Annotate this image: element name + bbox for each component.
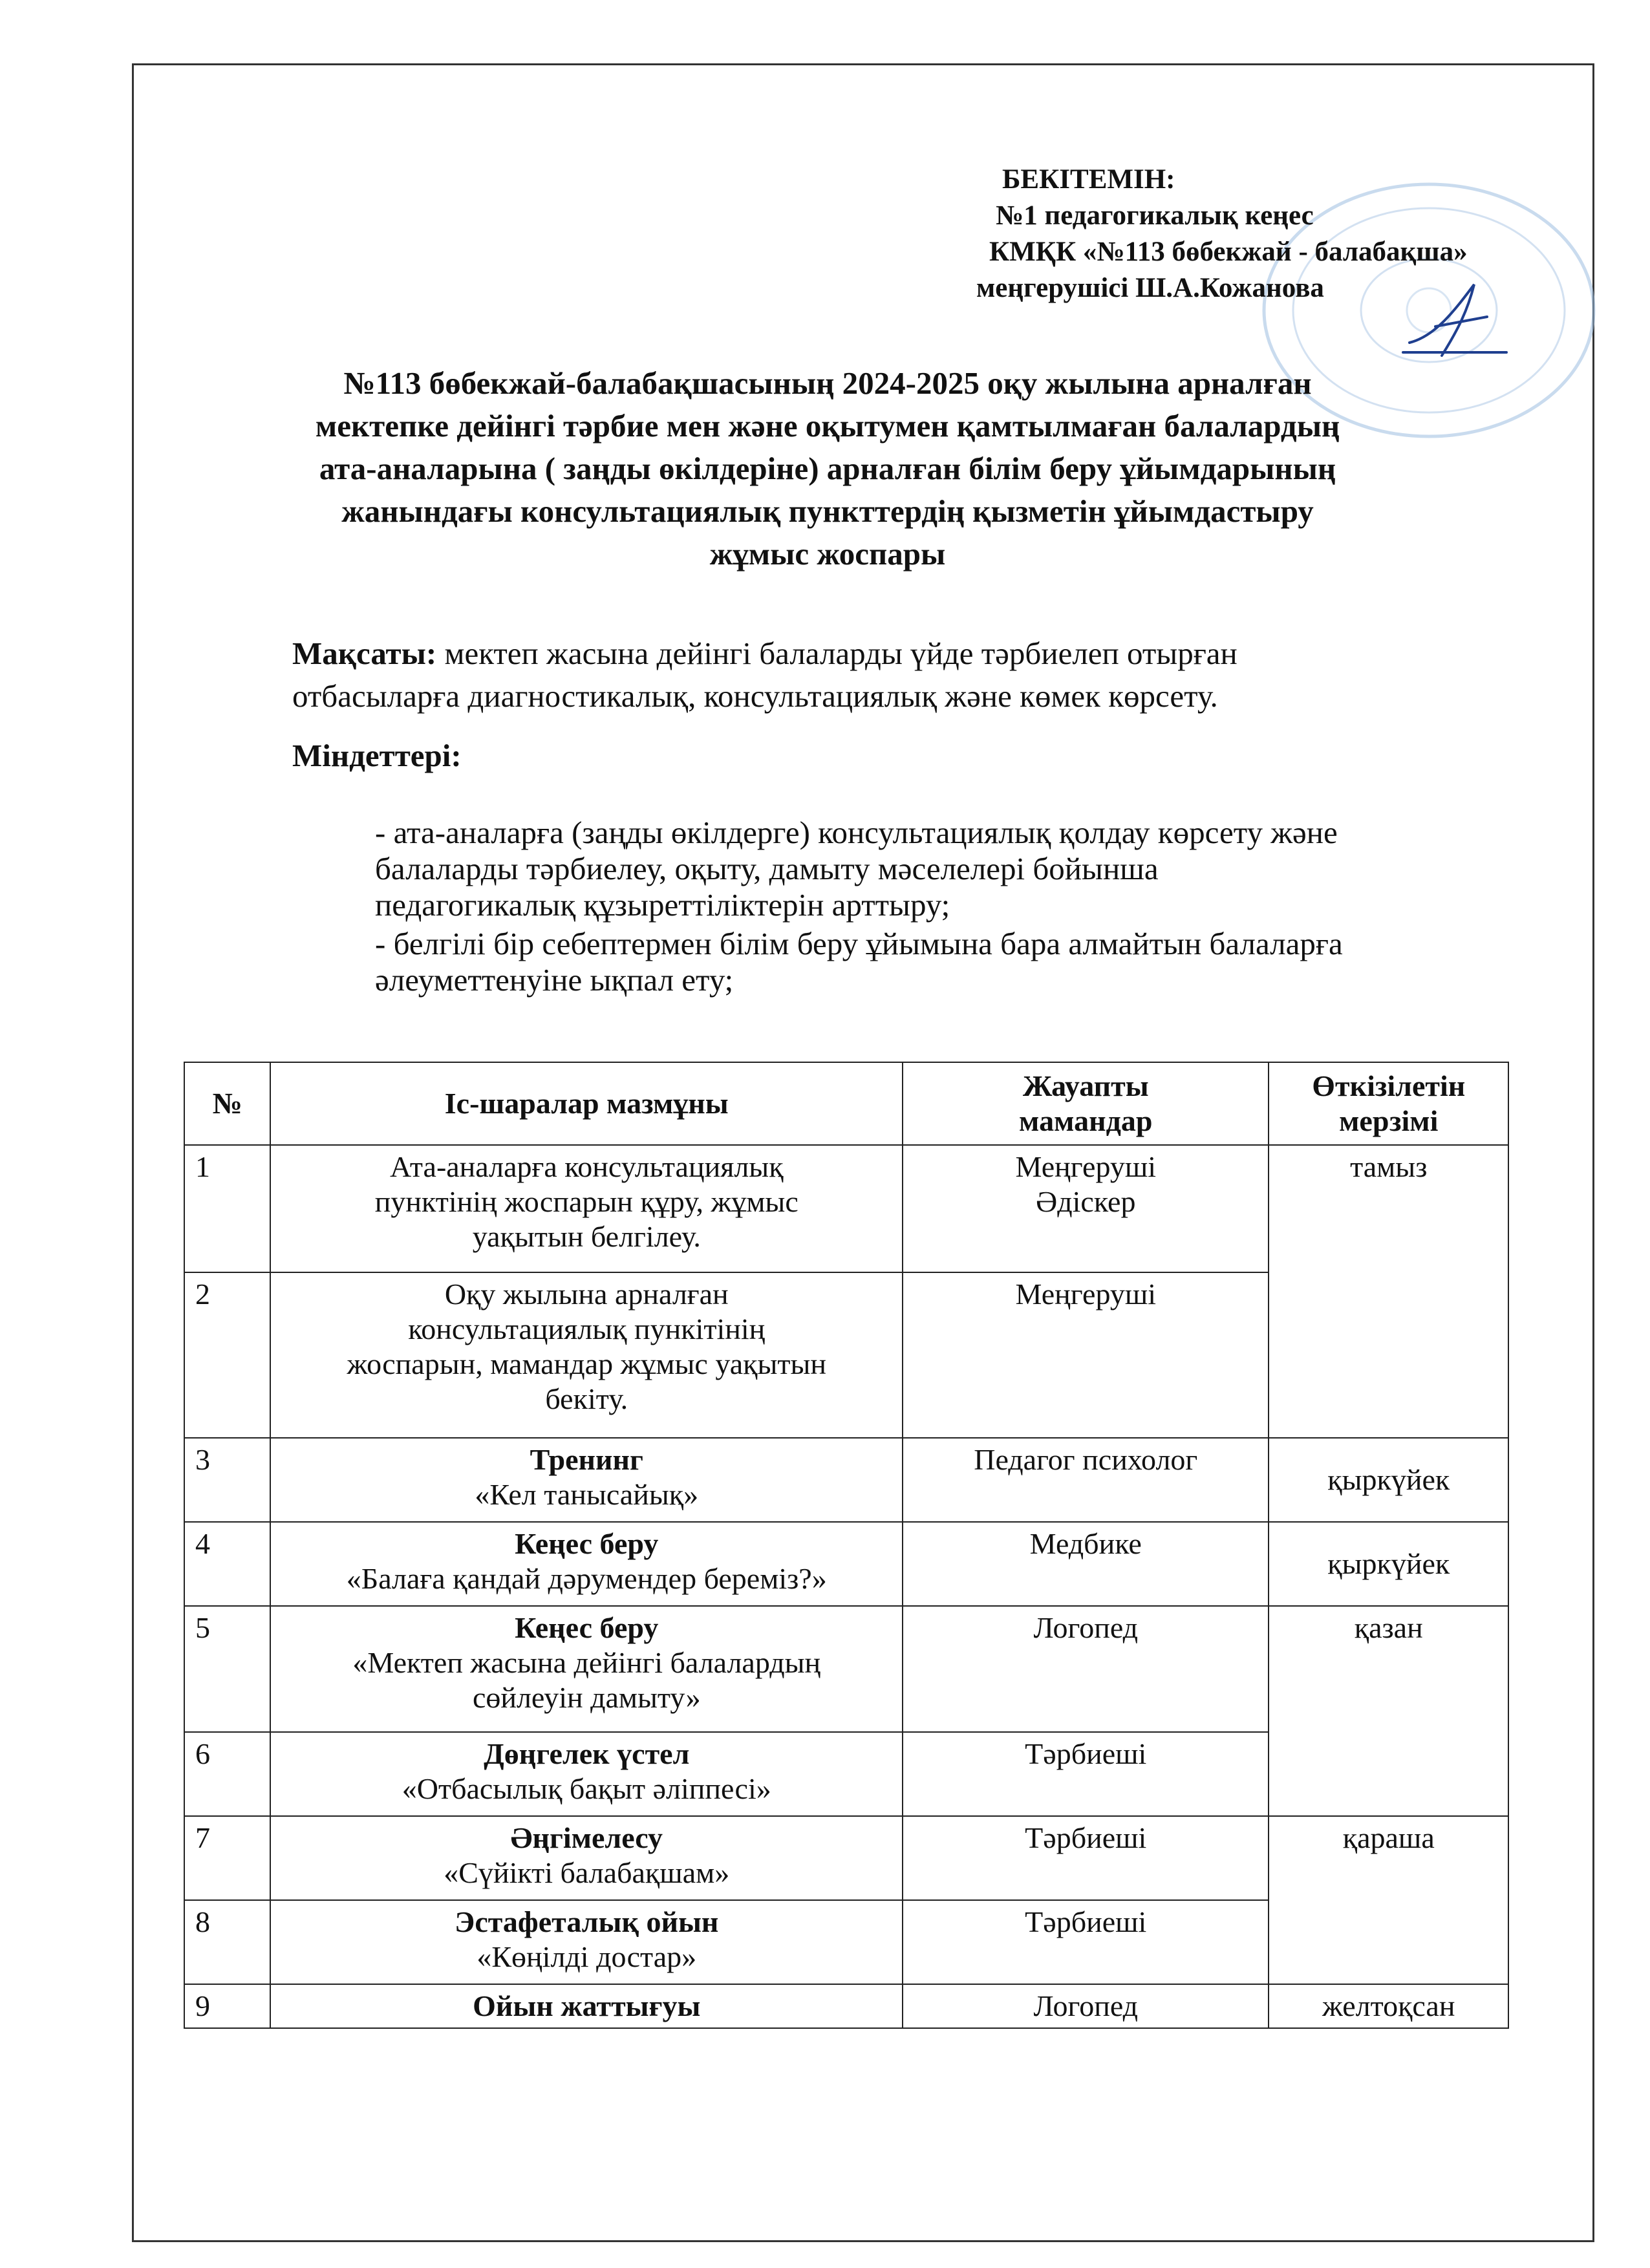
row-activity	[270, 1522, 903, 1606]
table-row	[184, 1816, 1508, 1900]
activity-line: Оқу жылына арналған	[444, 1278, 729, 1311]
title-line: мектепке дейінгі тәрбие мен және оқытумен қамтылмаған балалардың	[315, 408, 1340, 444]
row-activity	[270, 1900, 903, 1984]
table-row	[184, 1438, 1508, 1522]
task-line: - белгілі бір себептермен білім беру ұйымына бара алмайтын балаларға	[375, 926, 1343, 961]
title-line: ата-аналарына ( заңды өкілдеріне) арналған білім беру ұйымдарының	[319, 451, 1336, 486]
signature-icon	[1397, 272, 1513, 362]
table-row	[184, 1984, 1508, 2028]
row-responsible: Меңгеруші	[903, 1272, 1269, 1438]
row-num: 5	[184, 1606, 270, 1732]
row-activity	[270, 1272, 903, 1438]
table-row	[184, 1145, 1508, 1272]
activity-type: Ойын жаттығуы	[473, 1989, 701, 2022]
row-activity	[270, 1438, 903, 1522]
header-date-line: мерзімі	[1339, 1104, 1439, 1137]
header-responsible-line: Жауапты	[1022, 1069, 1149, 1102]
approval-head: меңгерушісі Ш.А.Кожанова	[976, 273, 1324, 303]
title-line: №113 бөбекжай-балабақшасының 2024-2025 оқу жылына арналған	[343, 365, 1312, 401]
task-item	[375, 926, 1584, 998]
goal-text-line1: мектеп жасына дейінгі балаларды үйде тәрбиелеп отырған	[436, 636, 1238, 671]
row-num: 2	[184, 1272, 270, 1438]
row-num: 7	[184, 1816, 270, 1900]
goal-text-line2: отбасыларға диагностикалық, консультациялық және көмек көрсету.	[292, 678, 1218, 714]
row-activity	[270, 1984, 903, 2028]
row-activity	[270, 1145, 903, 1272]
row-num: 9	[184, 1984, 270, 2028]
activity-type: Әңгімелесу	[510, 1821, 663, 1854]
responsible-line: Меңгеруші	[1015, 1150, 1157, 1183]
table-header-row	[184, 1062, 1508, 1145]
activity-line: жоспарын, мамандар жұмыс уақытын	[347, 1347, 827, 1380]
task-line: педагогикалық құзыреттіліктерін арттыру;	[375, 887, 950, 923]
row-activity	[270, 1732, 903, 1816]
row-responsible	[903, 1145, 1269, 1272]
approval-organization: КМҚК «№113 бөбекжай - балабақша»	[989, 237, 1468, 267]
header-responsible-line: мамандар	[1019, 1104, 1153, 1137]
activity-plan-table	[184, 1062, 1509, 2029]
activity-type: Дөңгелек үстел	[484, 1737, 690, 1770]
task-line: - ата-аналарға (заңды өкілдерге) консультациялық қолдау көрсету және	[375, 815, 1338, 850]
document-title	[284, 362, 1371, 575]
row-date: қыркүйек	[1269, 1438, 1508, 1522]
row-date: желтоқсан	[1269, 1984, 1508, 2028]
activity-type: Кеңес беру	[515, 1611, 659, 1644]
tasks-list	[375, 815, 1584, 1001]
row-responsible: Тәрбиеші	[903, 1732, 1269, 1816]
goal-label: Мақсаты:	[292, 636, 437, 671]
tasks-label: Міндеттері:	[292, 738, 462, 773]
table-row	[184, 1606, 1508, 1732]
activity-type: Тренинг	[530, 1443, 643, 1476]
activity-line: уақытын белгілеу.	[472, 1220, 701, 1253]
activity-line: пунктінің жоспарын құру, жұмыс	[374, 1185, 798, 1218]
activity-line: консультациялық пункітінің	[408, 1312, 766, 1345]
row-activity	[270, 1816, 903, 1900]
row-num: 4	[184, 1522, 270, 1606]
table-row	[184, 1522, 1508, 1606]
activity-line: Ата-аналарға консультациялық	[389, 1150, 784, 1183]
activity-topic: «Кел танысайық»	[475, 1478, 699, 1511]
row-date: қыркүйек	[1269, 1522, 1508, 1606]
row-responsible: Медбике	[903, 1522, 1269, 1606]
row-date: қазан	[1269, 1606, 1508, 1816]
activity-topic: сөйлеуін дамыту»	[472, 1681, 701, 1714]
title-line: жанындағы консультациялық пункттердің қызметін ұйымдастыру	[341, 493, 1314, 529]
activity-topic: «Мектеп жасына дейінгі балалардың	[352, 1646, 821, 1679]
header-responsible	[903, 1062, 1269, 1145]
row-num: 1	[184, 1145, 270, 1272]
approval-council: №1 педагогикалық кеңес	[996, 200, 1314, 231]
header-date-line: Өткізілетін	[1312, 1069, 1466, 1102]
activity-topic: «Отбасылық бақыт әліппесі»	[402, 1772, 771, 1805]
row-responsible: Тәрбиеші	[903, 1816, 1269, 1900]
approval-block	[976, 162, 1468, 306]
activity-topic: «Көңілді достар»	[477, 1940, 697, 1973]
row-date: қараша	[1269, 1816, 1508, 1984]
task-item	[375, 815, 1584, 923]
row-responsible: Логопед	[903, 1606, 1269, 1732]
header-num: №	[184, 1062, 270, 1145]
row-date: тамыз	[1269, 1145, 1508, 1438]
goal-paragraph	[292, 632, 1508, 718]
title-line: жұмыс жоспары	[709, 536, 946, 572]
row-responsible: Логопед	[903, 1984, 1269, 2028]
activity-line: бекіту.	[545, 1382, 628, 1415]
task-line: әлеуметтенуіне ықпал ету;	[375, 962, 734, 998]
row-num: 6	[184, 1732, 270, 1816]
task-line: балаларды тәрбиелеу, оқыту, дамыту мәселелері бойынша	[375, 851, 1159, 886]
row-responsible: Тәрбиеші	[903, 1900, 1269, 1984]
row-activity	[270, 1606, 903, 1732]
responsible-line: Әдіскер	[1036, 1185, 1136, 1218]
header-activity: Іс-шаралар мазмұны	[270, 1062, 903, 1145]
activity-topic: «Балаға қандай дәрумендер береміз?»	[346, 1562, 827, 1595]
activity-topic: «Сүйікті балабақшам»	[444, 1856, 730, 1889]
activity-type: Кеңес беру	[515, 1527, 659, 1560]
row-num: 8	[184, 1900, 270, 1984]
activity-type: Эстафеталық ойын	[455, 1905, 719, 1938]
row-num: 3	[184, 1438, 270, 1522]
row-responsible: Педагог психолог	[903, 1438, 1269, 1522]
header-date	[1269, 1062, 1508, 1145]
approval-heading: БЕКІТЕМІН:	[1002, 164, 1175, 195]
